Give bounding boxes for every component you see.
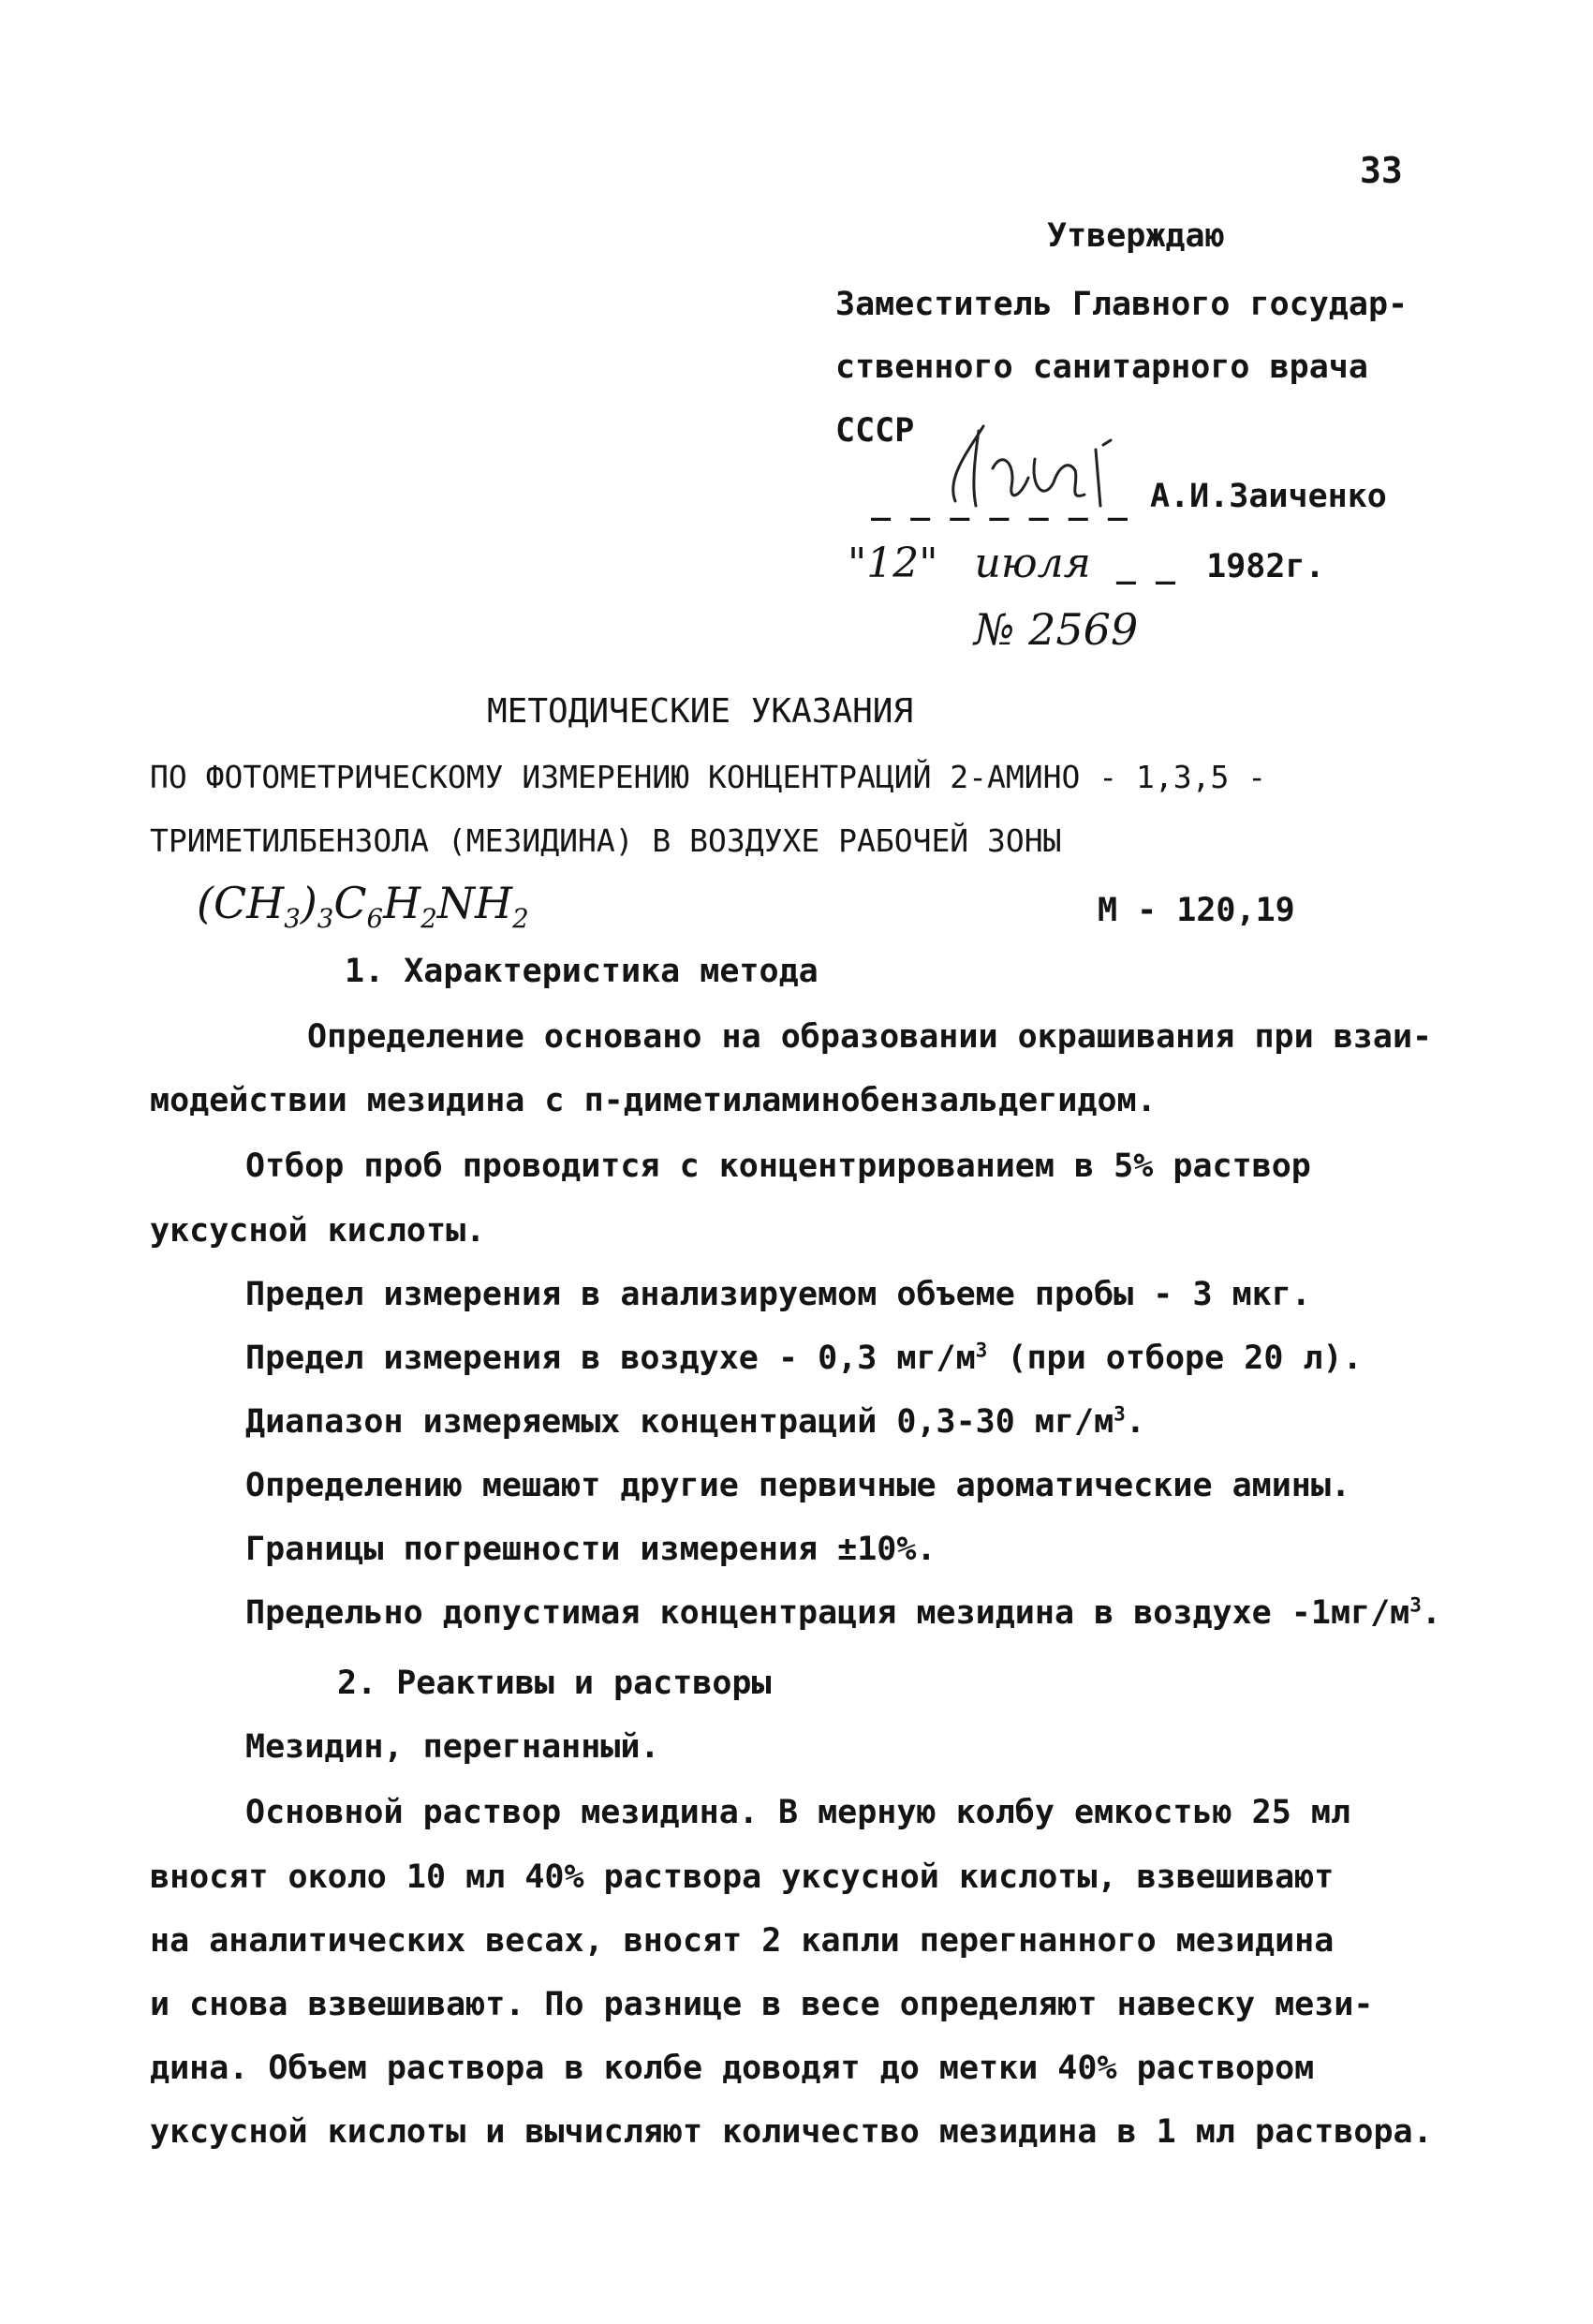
- section-1-para-2-line-2: уксусной кислоты.: [150, 1212, 486, 1250]
- approval-date: [848, 540, 1325, 587]
- document-title: МЕТОДИЧЕСКИЕ УКАЗАНИЯ: [487, 692, 914, 731]
- measurement-limit-sample: Предел измерения в анализируемом объеме пробы - 3 мкг.: [245, 1276, 1311, 1313]
- approval-position-line-1: Заместитель Главного государ-: [835, 286, 1409, 323]
- section-2-para-line-2: вносят около 10 мл 40% раствора уксусной кислоты, взвешивают: [150, 1858, 1335, 1896]
- section-2-para-line-5: дина. Объем раствора в колбе доводят до метки 40% раствором: [150, 2050, 1315, 2087]
- section-2-para-line-6: уксусной кислоты и вычисляют количество мезидина в 1 мл раствора.: [150, 2113, 1433, 2151]
- chemical-formula: $(CH_3)_3C_6H_2NH_2$: [197, 878, 529, 935]
- section-2-heading: 2. Реактивы и растворы: [337, 1665, 772, 1702]
- page-number: 33: [1360, 150, 1403, 191]
- section-1-para-2-line-1: Отбор проб проводится с концентрированием в 5% раствор: [245, 1147, 1311, 1185]
- document-subtitle-line-2: ТРИМЕТИЛБЕНЗОЛА (МЕЗИДИНА) В ВОЗДУХЕ РАБОЧЕЙ ЗОНЫ: [150, 822, 1062, 859]
- date-month: июля: [974, 540, 1091, 587]
- signatory-name: А.И.Заиченко: [1150, 478, 1387, 515]
- approval-title: Утверждаю: [1047, 217, 1225, 255]
- error-bounds: Границы погрешности измерения ±10%.: [245, 1531, 937, 1568]
- max-permissible-concentration: Предельно допустимая концентрация мезидина в воздухе $-1мг/м^3$.: [245, 1593, 1441, 1632]
- reagent-item-1: Мезидин, перегнанный.: [245, 1728, 660, 1766]
- section-2-para-line-4: и снова взвешивают. По разнице в весе определяют навеску мези-: [150, 1986, 1374, 2023]
- signature-dashes: _ _ _ _ _ _ _: [871, 484, 1128, 522]
- date-day: "12": [848, 540, 938, 587]
- molecular-mass: М - 120,19: [1098, 892, 1295, 929]
- registration-number: № 2569: [974, 604, 1139, 655]
- section-2-para-line-3: на аналитических весах, вносят 2 капли перегнанного мезидина: [150, 1922, 1335, 1960]
- document-subtitle-line-1: ПО ФОТОМЕТРИЧЕСКОМУ ИЗМЕРЕНИЮ КОНЦЕНТРАЦИЙ 2-АМИНО - 1,3,5 -: [150, 759, 1267, 795]
- section-2-para-line-1: Основной раствор мезидина. В мерную колбу емкостью 25 мл: [245, 1794, 1351, 1831]
- section-1-para-1-line-2: модействии мезидина с п-диметиламинобензальдегидом.: [150, 1082, 1157, 1119]
- approval-position-line-2: ственного санитарного врача: [835, 348, 1368, 386]
- section-1-para-1-line-1: Определение основано на образовании окрашивания при взаи-: [307, 1018, 1433, 1056]
- measurement-range: Диапазон измеряемых концентраций 0,3-30 $мг/м^3$.: [245, 1402, 1145, 1441]
- section-1-heading: 1. Характеристика метода: [345, 953, 819, 990]
- date-year: 1982г.: [1206, 548, 1325, 585]
- date-blank: _ _: [1115, 548, 1176, 585]
- measurement-limit-air: Предел измерения в воздухе - 0,3 $мг/м^3$ (при отборе 20 л).: [245, 1339, 1363, 1377]
- interference-note: Определению мешают другие первичные ароматические амины.: [245, 1467, 1351, 1504]
- approval-position-line-3: СССР: [835, 412, 915, 450]
